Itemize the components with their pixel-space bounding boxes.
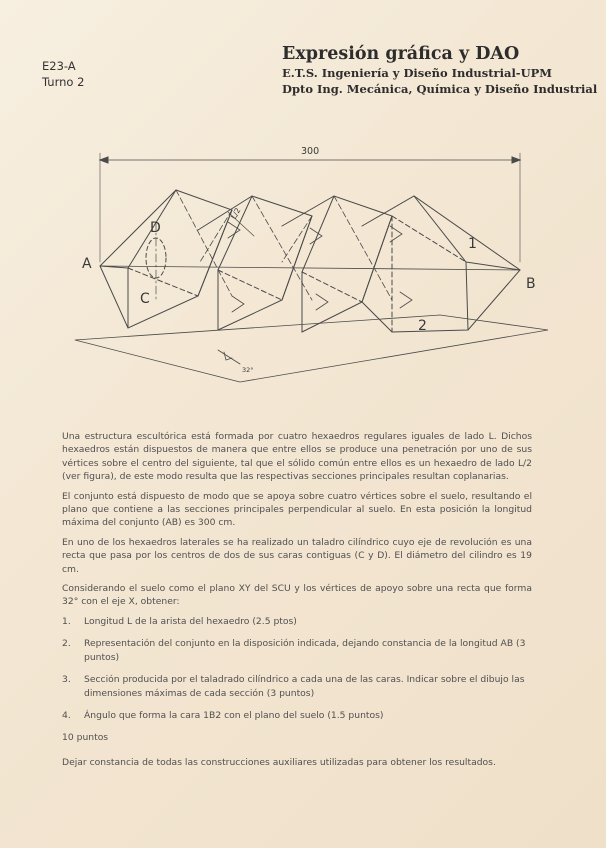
course-title: Expresión gráfica y DAO [282, 44, 520, 64]
dimension-label: 300 [301, 146, 320, 157]
exam-turn: Turno 2 [42, 75, 85, 89]
task-item: 4. Ángulo que forma la cara 1B2 con el plano del suelo (1.5 puntos) [62, 709, 384, 721]
center-label-d: D [150, 220, 161, 236]
task-item: 3. Sección producida por el taladrado cilíndrico a cada una de las caras. Indicar sobre el dibujo las dimensiones máximas de cada sección (3 puntos) [62, 674, 525, 699]
half-side-label: L/2 [228, 206, 243, 221]
ground-plane [75, 315, 548, 382]
face-label-1: 1 [468, 236, 477, 252]
paragraph-4: Considerando el suelo como el plano XY del SCU y los vértices de apoyo sobre una recta que forma 32° con el eje X, obtener: [62, 583, 532, 608]
task-list [62, 615, 532, 722]
department-name: Dpto Ing. Mecánica, Química y Diseño Industrial [282, 82, 598, 96]
hexahedron-4 [362, 196, 520, 332]
dimension-arrow-right [512, 157, 520, 163]
task-item: 2. Representación del conjunto en la disposición indicada, dejando constancia de la longitud AB (3 puntos) [62, 638, 526, 663]
vertex-label-b: B [526, 276, 536, 292]
task-item: 1. Longitud L de la arista del hexaedro (2.5 ptos) [62, 615, 297, 627]
paragraph-2: El conjunto está dispuesto de modo que se apoya sobre cuatro vértices sobre el suelo, resultando el plano que contiene a las secciones principales perpendicular al suelo. En esta posición la longitud máxima del conjunto (AB) es 300 cm. [62, 490, 532, 529]
face-label-2: 2 [418, 318, 427, 334]
angle-line [218, 350, 240, 364]
axis-ab [100, 266, 520, 270]
technical-figure [0, 0, 606, 420]
total-points: 10 puntos [62, 732, 109, 744]
center-label-c: C [140, 291, 150, 307]
dimension-arrow-left [100, 157, 108, 163]
direction-arrows [228, 222, 412, 312]
problem-statement [62, 430, 532, 775]
hexahedron-3 [282, 196, 392, 332]
school-name: E.T.S. Ingeniería y Diseño Industrial-UPM [282, 66, 552, 80]
hexahedron-2 [198, 196, 312, 330]
final-instruction: Dejar constancia de todas las construcciones auxiliares utilizadas para obtener los resultados. [62, 756, 496, 768]
exam-code: E23-A [42, 59, 76, 73]
paragraph-1: Una estructura escultórica está formada por cuatro hexaedros regulares iguales de lado L. Dichos hexaedros están dispuestos de manera que entre ellos se produce una penetración por uno de sus vértices sobre el centro del siguiente, tal que el sólido común entre ellos es un hexaedro de lado L/2 (ver figura), de este modo resulta que las respectivas secciones principales resultan coplanarias. [62, 431, 532, 483]
paragraph-3: En uno de los hexaedros laterales se ha realizado un taladro cilíndrico cuyo eje de revolución es una recta que pasa por los centros de dos de sus caras contiguas (C y D). El diámetro del cilindro es 19 cm. [62, 536, 532, 575]
angle-label: 32° [242, 366, 254, 374]
vertex-label-a: A [82, 256, 92, 272]
